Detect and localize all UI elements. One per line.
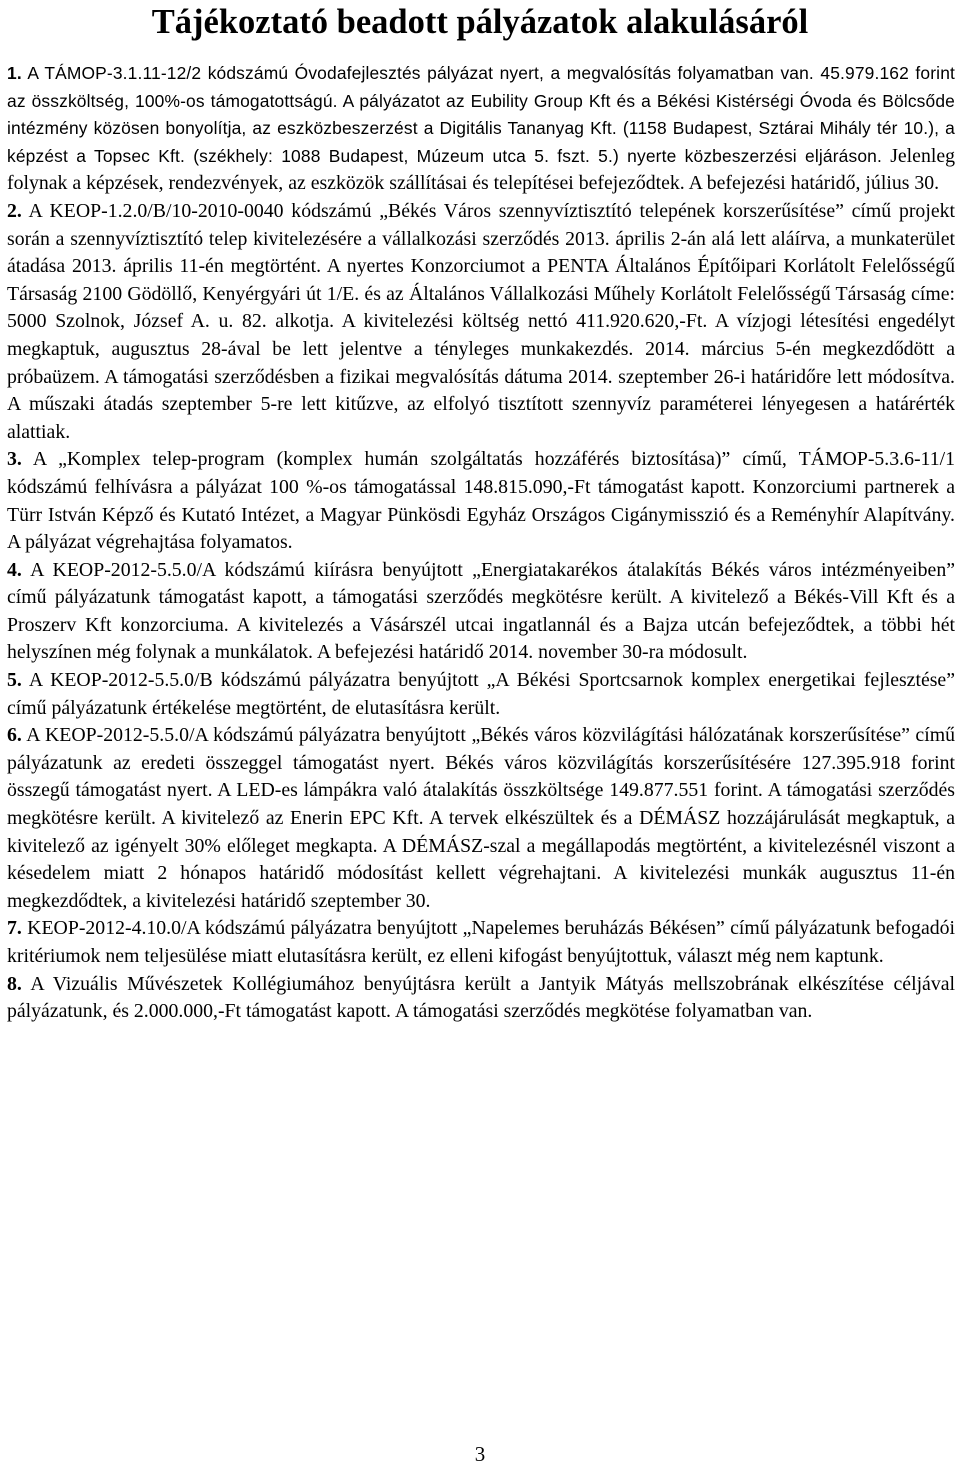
document-title: Tájékoztató beadott pályázatok alakulásáról [151,3,809,41]
item-7 [7,915,955,970]
item-text: A KEOP-2012-5.5.0/B kódszámú pályázatra benyújtott „A Békési Sportcsarnok komplex energetikai fejlesztése” című pályázatunk értékelése megtörtént, de elutasításra került. [7,669,955,719]
item-number: 8. [7,972,22,995]
item-1 [7,60,955,198]
item-number: 4. [7,558,22,581]
item-text: A Vizuális Művészetek Kollégiumához benyújtásra került a Jantyik Mátyás mellszobrának elkészítése céljával pályázatunk, és 2.000.000,-Ft támogatást kapott. A támogatási szerződés megkötése folyamatban van. [7,972,956,1023]
item-number: 5. [7,669,22,692]
item-text: A „Komplex telep-program (komplex humán szolgáltatás hozzáférés biztosítása)” című, TÁMOP-5.3.6-11/1 kódszámú felhívásra a pályázat 100 %-os támogatással 148.815.090,-Ft támogatást kapott. Konzorciumi partnerek a Türr István Képző és Kutató Intézet, a Magyar Pünkösdi Egyház Országos Cigánymisszió és a Reményhír Alapítvány. A pályázat végrehajtása folyamatos. [7,448,955,554]
page-number: 3 [474,1442,486,1466]
item-number: 2. [7,199,22,222]
item-text: Jelenleg folynak a képzések, rendezvények, az eszközök szállításai és telepítései befejeződtek. A befejezési határidő, július 30. [7,144,955,195]
item-text: A KEOP-2012-5.5.0/A kódszámú pályázatra benyújtott „Békés város közvilágítási hálózatának korszerűsítése” című pályázatunk az eredeti összeggel támogatást nyert. Békés város közvilágítás korszerűsítésére 127.395.918 forint összegű támogatást nyert. A LED-es lámpákra való átalakítás összköltsége 149.877.551 forint. A támogatási szerződés megkötésre került. A kivitelező az Enerin EPC Kft. A tervek elkészültek és a DÉMÁSZ hozzájárulását megkaptuk, a kivitelező az igényelt 30% előleget megkapta. A DÉMÁSZ-szal a megállapodás megtörtént, a kivitelezésnél viszont a késedelem miatt 2 hónapos határidő módosítást kellett végrehajtani. A kivitelezési munkák augusztus 11-én megkezdődtek, a kivitelezési határidő szeptember 30. [7,724,955,912]
item-3 [7,446,955,556]
document-body [7,60,955,1026]
item-text: A KEOP-1.2.0/B/10-2010-0040 kódszámú „Békés Város szennyvíztisztító telepének korszerűsítése” című projekt során a szennyvíztisztító telep kivitelezésére a vállalkozási szerződés 2013. április 2-án alá lett aláírva, a munkaterület átadása 2013. április 11-én megtörtént. A nyertes Konzorciumot a PENTA Általános Építőipari Korlátolt Felelősségű Társaság 2100 Gödöllő, Kenyérgyári út 1/E. és az Általános Vállalkozási Műhely Korlátolt Felelősségű Társaság címe: 5000 Szolnok, József A. u. 82. alkotja. A kivitelezési költség nettó 411.920.620,-Ft. A vízjogi létesítési engedélyt megkaptuk, augusztus 28-ával be lett jelentve a tényleges munkakezdés. 2014. március 5-én megkezdődött a próbaüzem. A támogatási szerződésben a fizikai megvalósítás dátuma 2014. szeptember 26-i határidőre lett módosítva. A műszaki átadás szeptember 5-re lett kitűzve, az elfolyó tisztított szennyvíz paraméterei lényegesen a határérték alattiak. [7,199,955,443]
item-2 [7,198,955,446]
item-number: 1. [7,63,22,83]
item-4 [7,557,955,667]
item-8 [7,971,955,1026]
item-text: KEOP-2012-4.10.0/A kódszámú pályázatra benyújtott „Napelemes beruházás Békésen” című pályázatunk befogadói kritériumok nem teljesülése miatt elutasításra került, ez elleni kifogást benyújtottuk, választ még nem kaptunk. [7,917,955,967]
item-text: A KEOP-2012-5.5.0/A kódszámú kiírásra benyújtott „Energiatakarékos átalakítás Békés város intézményeiben” című pályázatunk támogatást kapott, a támogatási szerződés megkötésre került. A kivitelező a Békés-Vill Kft és a Proszerv Kft konzorciuma. A kivitelezés a Vásárszél utcai ingatlannál és a Bajza utcán befejeződtek, a többi hét helyszínen még folynak a munkálatok. A befejezési határidő 2014. november 30-ra módosult. [7,558,955,664]
item-number: 6. [7,724,22,747]
item-6 [7,722,955,915]
item-sans-text: A TÁMOP-3.1.11-12/2 kódszámú Óvodafejlesztés pályázat nyert, a megvalósítás folyamatban van. 45.979.162 forint az összköltség, 100%-os támogatottságú. A pályázatot az Eubility Group Kft és a Békési Kistérségi Óvoda és Bölcsőde intézmény közösen bonyolítja, az eszközbeszerzést a Digitális Tananyag Kft. (1158 Budapest, Sztárai Mihály tér 10.), a képzést a Topsec Kft. (székhely: 1088 Budapest, Múzeum utca 5. fszt. 5.) nyerte közbeszerzési eljáráson. [7,63,955,166]
item-5 [7,667,955,722]
item-number: 3. [7,448,22,471]
item-number: 7. [7,917,22,940]
